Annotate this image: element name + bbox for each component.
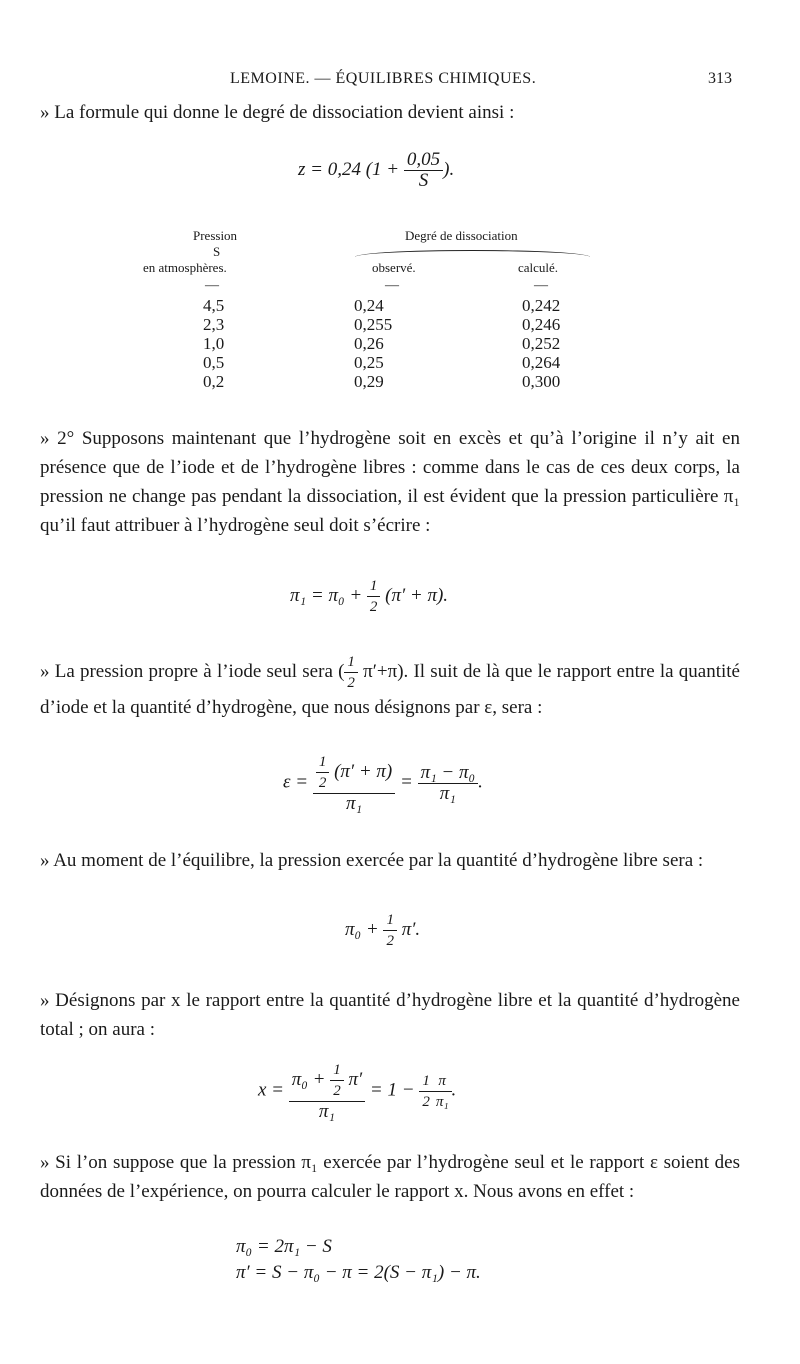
cell-pressure: 4,5: [203, 296, 225, 315]
cell-observed: 0,29: [354, 372, 384, 391]
p3-frac-num: 1: [344, 652, 358, 673]
eq2-lhs: π₁ = π₀ +: [290, 584, 363, 606]
dash-col2: —: [385, 278, 399, 293]
eq3-den2: π₁: [439, 782, 456, 804]
eq5-inner-den: 2: [333, 1083, 341, 1099]
cell-calculated: 0,242: [522, 296, 561, 315]
header-calcule: calculé.: [518, 260, 559, 275]
p3-part-a: » La pression propre à l’iode seul sera (: [40, 660, 345, 682]
eq5-lhs: x =: [258, 1079, 285, 1101]
eq3-num1: [313, 752, 395, 794]
page-number: 313: [708, 70, 732, 87]
equation-pi-prime: π′ = S − π₀ − π = 2(S − π₁) − π.: [236, 1262, 481, 1283]
dash-col3: —: [534, 278, 548, 293]
eq5-half-num: 1: [419, 1071, 433, 1092]
eq1-rhs: ).: [443, 158, 455, 180]
eq2-den: 2: [369, 599, 378, 615]
header-s: S: [213, 244, 221, 259]
eq3-num1-expr: (π′ + π): [334, 760, 393, 782]
eq5-frac-half: [419, 1071, 433, 1112]
eq3-inner-frac: [316, 752, 330, 793]
eq5-fraction-main: [289, 1060, 365, 1122]
eq5-inner-num: 1: [330, 1060, 344, 1081]
cell-calculated: 0,300: [522, 372, 561, 391]
eq2-rhs: (π′ + π).: [385, 584, 449, 606]
header-observe: observé.: [372, 260, 416, 275]
dash-col1: —: [205, 278, 219, 293]
eq2-fraction: [367, 576, 381, 617]
eq5-mid: = 1 −: [369, 1079, 415, 1101]
cell-pressure: 2,3: [203, 315, 225, 334]
eq4-num: 1: [383, 910, 397, 931]
eq5-num: [289, 1060, 365, 1102]
paragraph-iode: [40, 652, 740, 722]
cell-calculated: 0,246: [522, 315, 561, 334]
eq5-pi-den: π₁: [435, 1093, 449, 1110]
paragraph-equilibrium: » Au moment de l’équilibre, la pression exercée par la quantité d’hydrogène libre sera :: [40, 850, 704, 871]
header-degre: Degré de dissociation: [405, 228, 518, 243]
cell-calculated: 0,264: [522, 353, 561, 372]
eq3-inner-num: 1: [316, 752, 330, 773]
eq1-fraction: [404, 150, 443, 191]
paragraph-ratio-x: » Désignons par x le rapport entre la quantité d’hydrogène libre et la quantité d’hydrogène total ; on aura :: [40, 990, 740, 1040]
equation-pi1: [290, 576, 448, 617]
eq1-num: 0,05: [404, 150, 443, 171]
equation-dissociation: [298, 150, 454, 191]
eq4-lhs: π₀ +: [345, 918, 379, 940]
cell-calculated: 0,252: [522, 334, 561, 353]
cell-observed: 0,255: [354, 315, 393, 334]
eq5-half-den: 2: [422, 1093, 430, 1110]
paragraph-experiment: » Si l’on suppose que la pression π₁ exercée par l’hydrogène seul et le rapport ε soient des données de l’expérience, on pourra calculer le rapport x. Nous avons en effet :: [40, 1152, 740, 1202]
cell-observed: 0,24: [354, 296, 384, 315]
eq5-den: π₁: [318, 1101, 336, 1122]
eq3-fraction-2: [418, 763, 479, 804]
eq5-frac-pi: [433, 1071, 452, 1112]
p3-frac-den: 2: [347, 675, 355, 691]
equation-pi0: π₀ = 2π₁ − S: [236, 1236, 332, 1257]
eq5-pi-num: π: [433, 1071, 452, 1092]
eq3-fraction-1: [313, 752, 395, 814]
eq2-num: 1: [367, 576, 381, 597]
eq1-lhs: z = 0,24 (1 +: [298, 158, 400, 180]
eq3-den1: π₁: [345, 793, 363, 814]
eq5-inner-frac: [330, 1060, 344, 1101]
cell-pressure: 0,2: [203, 372, 225, 391]
eq3-end: .: [478, 771, 483, 793]
p3-part-b: π′+π). Il suit de là que le rapport entre la quantité d’iode et la quantité d’hydrogène, que nous désignons par ε, sera :: [40, 660, 740, 718]
cell-observed: 0,26: [354, 334, 384, 353]
header-atmospheres: en atmosphères.: [143, 260, 227, 275]
cell-observed: 0,25: [354, 353, 384, 372]
header-pression: Pression: [193, 228, 238, 243]
cell-pressure: 1,0: [203, 334, 225, 353]
p3-fraction: [344, 652, 358, 693]
header-bracket: [355, 250, 590, 257]
paragraph-intro: » La formule qui donne le degré de dissociation devient ainsi :: [40, 102, 515, 123]
equation-x: [258, 1060, 456, 1122]
equation-free-hydrogen: [345, 910, 420, 951]
eq5-num-b: π′: [348, 1068, 363, 1090]
eq3-num2: π₁ − π₀: [418, 763, 479, 784]
eq3-inner-den: 2: [318, 775, 327, 791]
eq1-den: S: [418, 170, 429, 191]
eq4-den: 2: [386, 933, 394, 949]
cell-pressure: 0,5: [203, 353, 225, 372]
eq4-fraction: [383, 910, 397, 951]
paragraph-hydrogen-excess: » 2° Supposons maintenant que l’hydrogène soit en excès et qu’à l’origine il n’y ait en présence que de l’iode et de l’hydrogène libres : comme dans le cas de ces deux corps, la pression ne change pas pendant la dissociation, il est évident que la pression particulière π₁ qu’il faut attribuer à l’hydrogène seul doit s’écrire :: [40, 428, 740, 536]
eq5-end: .: [451, 1079, 457, 1101]
eq5-num-a: π₀ +: [291, 1068, 326, 1090]
eq3-mid: =: [399, 771, 413, 793]
equation-epsilon: [283, 752, 483, 814]
eq4-rhs: π′.: [401, 918, 421, 940]
eq3-lhs: ε =: [283, 771, 309, 793]
running-header: LEMOINE. — ÉQUILIBRES CHIMIQUES.: [230, 70, 537, 87]
